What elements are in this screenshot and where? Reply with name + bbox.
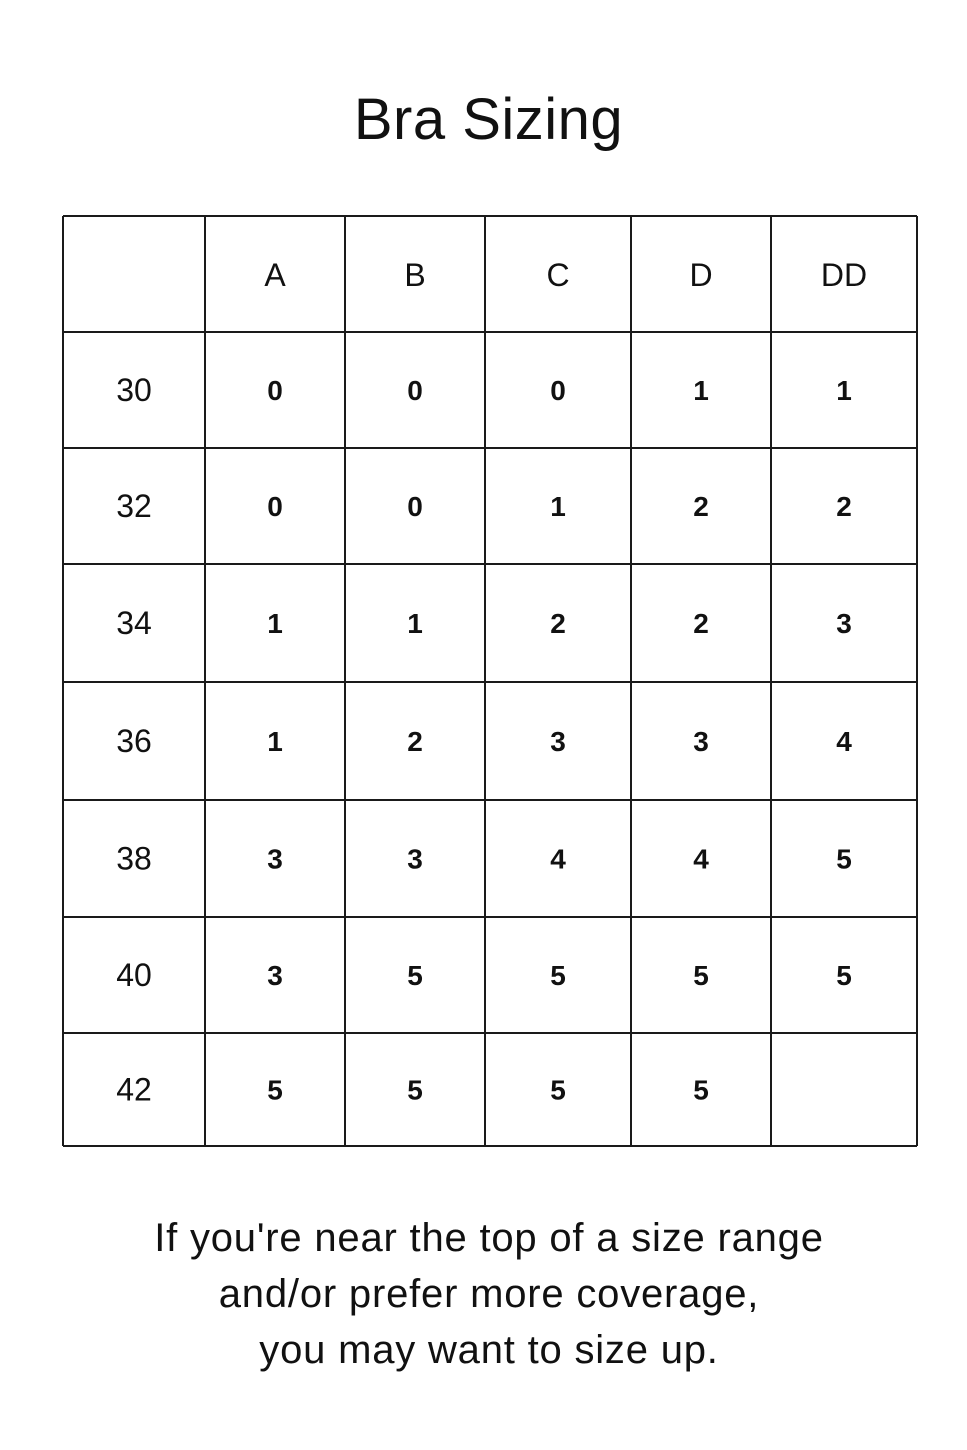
size-cell-34-dd: 3: [836, 608, 852, 639]
band-label-30: 30: [116, 372, 152, 408]
size-cell-30-dd: 1: [836, 375, 852, 406]
size-cell-38-b: 3: [407, 843, 423, 875]
band-label-34: 34: [116, 605, 152, 641]
size-cell-30-b: 0: [407, 375, 423, 406]
size-cell-32-a: 0: [267, 491, 283, 522]
size-cell-34-b: 1: [407, 608, 423, 639]
size-cell-36-b: 2: [407, 726, 423, 757]
size-cell-42-c: 5: [550, 1074, 566, 1106]
size-cell-32-d: 2: [693, 491, 709, 522]
size-cell-32-b: 0: [407, 491, 423, 522]
size-cell-38-a: 3: [267, 843, 283, 875]
size-cell-34-a: 1: [267, 608, 283, 639]
size-cell-40-c: 5: [550, 960, 566, 991]
column-header-b: B: [404, 257, 426, 293]
size-cell-40-d: 5: [693, 960, 709, 991]
size-cell-36-c: 3: [550, 726, 566, 757]
footnote-line-1: If you're near the top of a size range: [154, 1216, 824, 1260]
size-cell-40-dd: 5: [836, 960, 852, 991]
size-cell-32-dd: 2: [836, 491, 852, 522]
size-cell-36-a: 1: [267, 726, 283, 757]
column-header-d: D: [689, 257, 713, 293]
column-header-c: C: [546, 257, 570, 293]
footnote-line-2: and/or prefer more coverage,: [218, 1272, 760, 1316]
band-label-32: 32: [116, 488, 152, 524]
page-title: Bra Sizing: [353, 87, 624, 152]
size-cell-32-c: 1: [550, 491, 566, 522]
footnote: [0, 1210, 967, 1378]
size-cell-42-d: 5: [693, 1074, 709, 1106]
size-cell-36-dd: 4: [836, 726, 852, 757]
table-grid: [63, 216, 917, 1146]
band-label-40: 40: [116, 957, 152, 993]
size-cell-42-a: 5: [267, 1074, 283, 1106]
size-cell-30-c: 0: [550, 375, 566, 406]
size-cell-38-c: 4: [550, 843, 566, 875]
band-label-36: 36: [116, 723, 152, 759]
column-header-a: A: [264, 257, 286, 293]
size-cell-34-d: 2: [693, 608, 709, 639]
band-label-38: 38: [116, 840, 152, 877]
size-cell-40-a: 3: [267, 960, 283, 991]
size-cell-38-d: 4: [693, 843, 709, 875]
size-cell-40-b: 5: [407, 960, 423, 991]
footnote-line-3: you may want to size up.: [259, 1328, 719, 1372]
band-label-42: 42: [116, 1071, 152, 1108]
size-cell-34-c: 2: [550, 608, 566, 639]
column-header-dd: DD: [820, 257, 868, 293]
size-cell-38-dd: 5: [836, 843, 852, 875]
size-cell-30-d: 1: [693, 375, 709, 406]
size-cell-30-a: 0: [267, 375, 283, 406]
size-cell-42-b: 5: [407, 1074, 423, 1106]
size-cell-36-d: 3: [693, 726, 709, 757]
